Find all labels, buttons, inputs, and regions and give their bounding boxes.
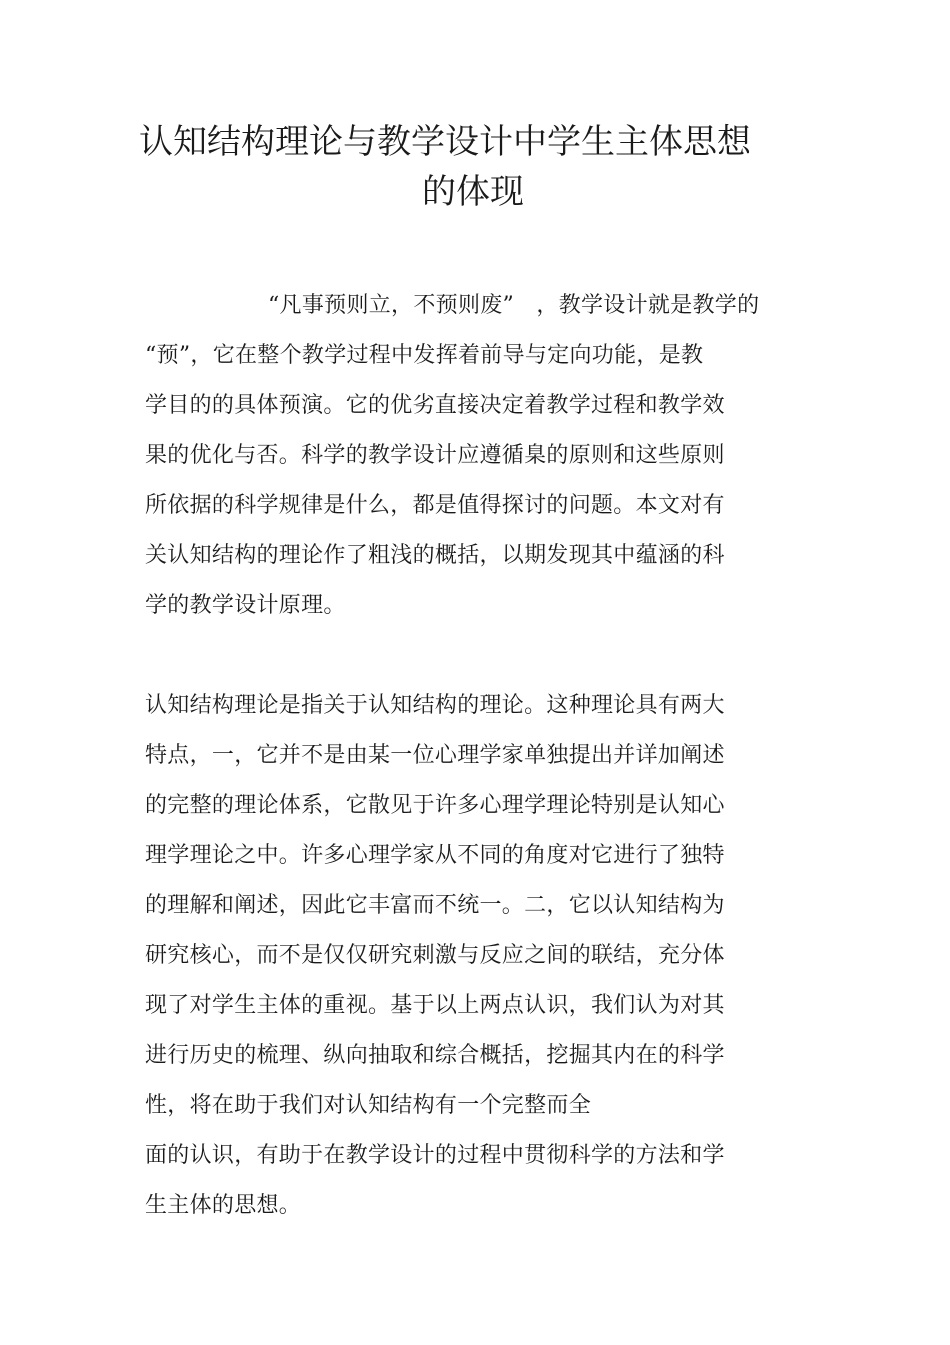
document-title-line-1: 认知结构理论与教学设计中学生主体思想 [139,122,751,162]
paragraph-2-line: 认知结构理论是指关于认知结构的理论。这种理论具有两大 [145,693,725,718]
paragraph-1-line: 学目的的具体预演。它的优劣直接决定着教学过程和教学效 [145,393,725,418]
document-title-line-2: 的体现 [422,172,524,212]
paragraph-2-line: 面的认识，有助于在教学设计的过程中贯彻科学的方法和学 [145,1143,725,1168]
paragraph-2-line: 研究核心，而不是仅仅研究刺激与反应之间的联结，充分体 [145,943,725,968]
paragraph-2-line: 现了对学生主体的重视。基于以上两点认识，我们认为对其 [145,993,725,1018]
paragraph-2-line: 理学理论之中。许多心理学家从不同的角度对它进行了独特 [145,843,725,868]
paragraph-1-line: “预”，它在整个教学过程中发挥着前导与定向功能，是教 [145,343,704,368]
paragraph-1-line: 果的优化与否。科学的教学设计应遵循臬的原则和这些原则 [145,443,725,468]
paragraph-2-line: 性，将在助于我们对认知结构有一个完整而全 [145,1093,592,1118]
paragraph-1-line: 学的教学设计原理。 [145,593,346,618]
paragraph-1-line: 所依据的科学规律是什么，都是值得探讨的问题。本文对有 [145,493,725,518]
paragraph-1-line: “凡事预则立，不预则废” ，教学设计就是教学的 [268,293,760,318]
paragraph-1-line: 关认知结构的理论作了粗浅的概括，以期发现其中蕴涵的科 [145,543,725,568]
paragraph-2-line: 进行历史的梳理、纵向抽取和综合概括，挖掘其内在的科学 [145,1043,725,1068]
paragraph-2-line: 的完整的理论体系，它散见于许多心理学理论特别是认知心 [145,793,725,818]
paragraph-2-line: 特点，一，它并不是由某一位心理学家单独提出并详加阐述 [145,743,725,768]
paragraph-2-line: 生主体的思想。 [145,1193,302,1218]
paragraph-2-line: 的理解和阐述，因此它丰富而不统一。二，它以认知结构为 [145,893,725,918]
